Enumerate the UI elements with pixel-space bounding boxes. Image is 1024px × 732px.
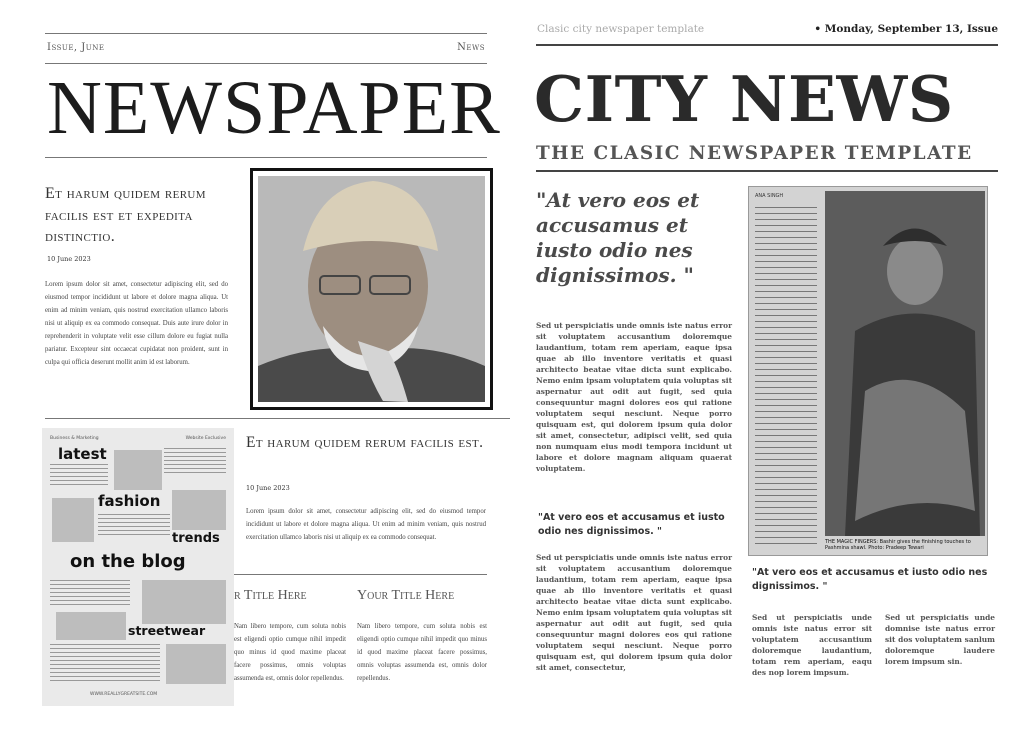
article-body-2: Sed ut perspiciatis unde omnis iste natus error sit voluptatem accusantium doloremque laudantium, totam rem aperiam, eaque ipsa quae ab illo inventore veritatis et quasi architecto beatae vitae dicta sunt explicabo. Nemo enim ipsam voluptatem quia voluptas sit aspernatur aut odit aut fugit, sed quia consequuntur magni dolores eos qui ratione voluptatem sequi nesciunt. Neque porro quisquam est, qui dolorem ipsum quia dolor sit amet, consectetur, (536, 553, 732, 672)
blog-text-lines (164, 448, 226, 476)
column-b-body: Nam libero tempore, cum soluta nobis est eligendi optio cumque nihil impedit quo minus id quod maxime placeat facere possimus, omnis voluptas assumenda est, omnis dolor repellendus. (357, 623, 487, 682)
blog-fashion-word: fashion (98, 492, 161, 510)
right-newspaper-page (510, 0, 1024, 732)
masthead-subhead: THE CLASIC NEWSPAPER TEMPLATE (536, 143, 973, 164)
newspaper-clipping-image (748, 186, 988, 556)
blog-photo-4 (142, 580, 226, 624)
blog-latest-word: latest (58, 445, 107, 463)
column-a-title: r Title Here (234, 588, 307, 603)
header-rule (536, 44, 998, 46)
clipping-byline: ANA SINGH (755, 193, 784, 199)
article1-headline: Et harum quidem rerum facilis est et expedita distinctio. (45, 185, 206, 246)
blog-text-lines (98, 514, 170, 536)
pull-quote-3: "At vero eos et accusamus et iusto odio nes dignissimos. " (752, 567, 988, 592)
column-b-title: Your Title Here (357, 588, 455, 603)
article-body-1: Sed ut perspiciatis unde omnis iste natus error sit voluptatem accusantium doloremque laudantium, totam rem aperiam, eaque ipsa quae ab illo inventore veritatis et quasi architecto beatae vitae dicta sunt explicabo. Nemo enim ipsam voluptatem quia voluptas sit aspernatur aut odit aut fugit, sed quia consequuntur magni dolores eos qui ratione voluptatem sequi nesciunt. Neque porro quisquam est, qui dolorem ipsum quia dolor sit amet, consectetur, adipisci velit, sed quia non numquam eius modi tempora incidunt ut labore et dolore magnam aliquam quaerat voluptatem. (536, 321, 732, 473)
blog-photo-3 (172, 490, 226, 530)
portrait-photo (258, 176, 485, 402)
masthead-title: NEWSPAPER (47, 66, 501, 150)
blog-exclusive-label: Website Exclusive (185, 436, 226, 441)
blog-text-lines (50, 464, 108, 488)
blog-photo-2 (52, 498, 94, 542)
blog-cover-image (42, 428, 234, 706)
blog-title-word: on the blog (70, 551, 186, 572)
masthead-bottom-rule (45, 157, 487, 158)
city-news-masthead: CITY NEWS (534, 62, 954, 136)
article2-body: Lorem ipsum dolor sit amet, consectetur adipiscing elit, sed do eiusmod tempor incididunt ut labore et dolore magna aliqua. Ut enim ad minim veniam, quis nostrud exercitation ullamco laboris nisi ut aliquip ex ea commodo consequat. (246, 508, 486, 541)
blog-text-lines (50, 580, 130, 608)
article-body-4: Sed ut perspiciatis unde domnise iste natus error sit dos voluptatem sanlum doloremque laudere lorem impsum sin. (885, 613, 995, 666)
article2-headline: Et harum quidem rerum facilis est. (246, 434, 484, 451)
blog-photo-1 (114, 450, 162, 490)
article-body-3: Sed ut perspiciatis unde omnis iste natus error sit voluptatem accusantium doloremque laudantium, totam rem aperiam, eaqu des nop lorem impsum. (752, 613, 872, 677)
column-a-body: Nam libero tempore, cum soluta nobis est eligendi optio cumque nihil impedit quo minus id quod maxime placeat facere possimus, omnis voluptas assumenda est, omnis dolor repellendus. (234, 623, 346, 682)
masthead-top-rule (45, 63, 487, 64)
columns-rule (234, 574, 487, 575)
blog-streetwear-word: streetwear (128, 623, 206, 638)
portrait-photo-frame (250, 168, 493, 410)
blog-photo-6 (166, 644, 226, 684)
subhead-rule (536, 170, 998, 172)
blog-photo-5 (56, 612, 126, 640)
clipping-photo-art (825, 191, 985, 536)
blog-topic-label: Business & Marketing (50, 436, 99, 441)
blog-trends-word: trends (172, 531, 220, 546)
clipping-caption: THE MAGIC FINGERS: Bashir gives the finishing touches to Pashmina shawl. Photo: Pradeep Tewari (825, 539, 971, 551)
template-label: Clasic city newspaper template (537, 23, 705, 35)
section-label: News (457, 42, 485, 53)
clipping-text-column (755, 207, 817, 547)
blog-text-lines (50, 644, 160, 684)
article1-date: 10 June 2023 (47, 255, 91, 263)
article2-date: 10 June 2023 (246, 484, 290, 492)
left-newspaper-page (0, 0, 510, 732)
article1-body: Lorem ipsum dolor sit amet, consectetur adipiscing elit, sed do eiusmod tempor incididunt ut labore et dolore magna aliqua. Ut enim ad minim veniam, quis nostrud exercitation ullamco laboris nisi ut aliquip ex ea commodo consequat. Duis aute irure dolor in reprehenderit in voluptate velit esse cillum dolore eu fugiat nulla pariatur. Excepteur sint occaecat cupidatat non proident, sunt in culpa qui officia deserunt mollit anim id est laborum. (45, 281, 228, 366)
top-rule (45, 33, 487, 34)
pull-quote-2: "At vero eos et accusamus et iusto odio nes dignissimos. " (538, 512, 725, 537)
pull-quote-main: "At vero eos et accusamus et iusto odio nes dignissimos. " (536, 188, 700, 287)
issue-label: Issue, June (47, 42, 105, 53)
clipping-photo (825, 191, 985, 536)
issue-date-label: • Monday, September 13, Issue (814, 23, 998, 35)
mid-rule (45, 418, 523, 419)
blog-website-footer: WWW.REALLYGREATSITE.COM (90, 692, 158, 697)
